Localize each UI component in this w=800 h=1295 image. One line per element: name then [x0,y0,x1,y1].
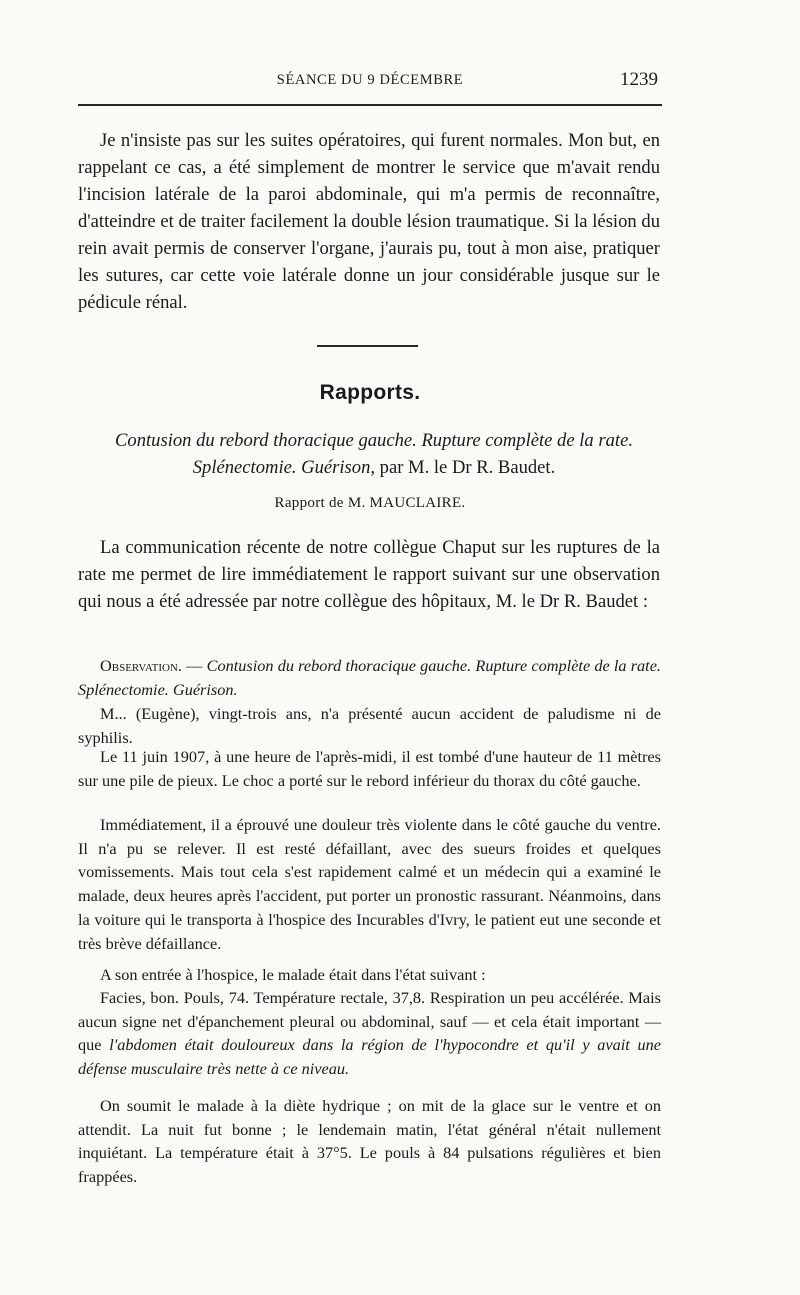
section-heading: Rapports. [319,381,421,404]
report-text: La communication récente de notre collègue Chaput sur les ruptures de la rate me permet de lire immédiatement le rapport suivant sur une observation qui nous a été adressée par notre collègue des hôpitaux, M. le Dr R. Baudet : [78,537,660,612]
section-separator [317,345,418,347]
admission-text: A son entrée à l'hospice, le malade était dans l'état suivant : [100,965,486,984]
accident-paragraph [78,745,661,792]
accident-text: Le 11 juin 1907, à une heure de l'après-midi, il est tombé d'une hauteur de 11 mètres sur une pile de pieux. Le choc a porté sur le rebord inférieur du thorax du côté gauche. [78,747,661,790]
rapporteur-line: Rapport de M. MAUCLAIRE. [274,495,466,511]
patient-paragraph [78,702,661,749]
patient-text: M... (Eugène), vingt-trois ans, n'a présenté aucun accident de paludisme ni de syphilis. [78,704,661,747]
aftermath-paragraph [78,813,661,955]
observation-dash: — [181,656,207,675]
report-paragraph [78,534,660,615]
header-rule [78,104,662,106]
observation-heading: Contusion du rebord thoracique gauche. Rupture complète de la rate. Splénectomie. Guérison. [78,656,662,699]
intro-text: Je n'insiste pas sur les suites opératoires, qui furent normales. Mon but, en rappelant ce cas, a été simplement de montrer le service que m'avait rendu l'incision latérale de la paroi abdominale, qui m'a permis de reconnaître, d'atteindre et de traiter facilement la double lésion traumatique. Si la lésion du rein avait permis de conserver l'organe, j'aurais pu, tout à mon aise, pratiquer les sutures, car cette voie latérale donne un jour considérable jusque sur le pédicule rénal. [78,130,660,313]
subject-title: Contusion du rebord thoracique gauche. Rupture complète de la rate. Splénectomie. Guérison, [115,430,633,478]
subject-author: par M. le Dr R. Baudet. [379,457,556,478]
report-subject [78,427,670,481]
aftermath-text: Immédiatement, il a éprouvé une douleur très violente dans le côté gauche du ventre. Il n'a pu se relever. Il est resté défaillant, avec des sueurs froides et quelques vomissements. Mais tout cela s'est rapidement calmé et un médecin qui a examiné le malade, deux heures après l'accident, put porter un pronostic rassurant. Néanmoins, dans la voiture qui le transporta à l'hospice des Incurables d'Ivry, le patient eut une seconde et très brève défaillance. [78,815,661,953]
observation-label: Observation. [100,656,182,675]
admission-paragraph [78,963,661,987]
intro-paragraph [78,127,660,316]
status-text: Facies, bon. Pouls, 74. Température rectale, 37,8. Respiration un peu accélérée. Mais aucun signe net d'épanchement pleural ou abdominal, sauf — et cela était important — que [78,988,661,1055]
treatment-text: On soumit le malade à la diète hydrique ; on mit de la glace sur le ventre et on attendit. La nuit fut bonne ; le lendemain matin, l'état général n'était nullement inquiétant. La température était à 37°5. Le pouls à 84 pulsations régulières et bien frappées. [78,1096,661,1187]
page-number: 1239 [620,69,658,90]
page-header [78,69,662,96]
running-title: SÉANCE DU 9 DÉCEMBRE [276,72,464,88]
treatment-paragraph [78,1094,661,1189]
observation-title [78,654,661,701]
status-paragraph [78,986,661,1081]
status-italic-text: l'abdomen était douloureux dans la région de l'hypocondre et qu'il y avait une défense musculaire très nette à ce niveau. [78,1035,661,1079]
